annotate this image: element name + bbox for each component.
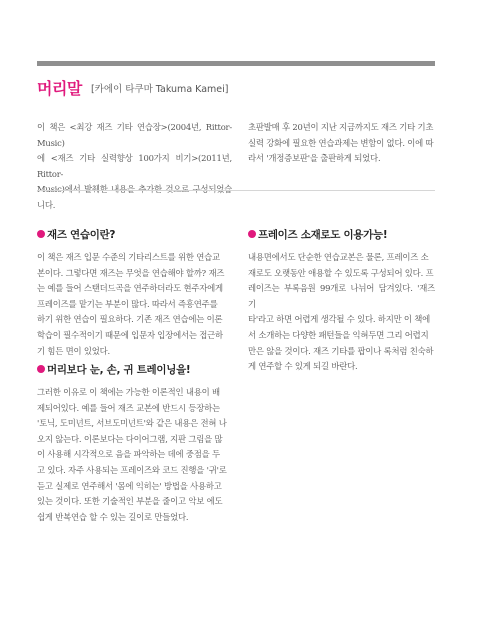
top-rule	[37, 61, 435, 66]
section-body-jazz-practice	[37, 250, 232, 359]
section-divider	[37, 190, 435, 191]
author-credit: [카에이 타쿠마 Takuma Kamei]	[90, 83, 229, 95]
text-line: 에 <재즈 기타 실력향상 100가지 비기>(2011년, Rittor-	[37, 153, 232, 179]
text-line: 라서 '개정증보판'을 출판하게 되었다.	[248, 153, 381, 164]
bullet-dot-icon	[37, 230, 45, 238]
text-line: 내용면에서도 단순한 연습교본은 물론, 프레이즈 소	[248, 252, 429, 262]
text-line: 는 예를 들어 스탠더드곡을 연주하더라도 현주자에게	[37, 283, 223, 294]
text-line: 초판발매 후 20년이 지난 지금까지도 재즈 기타 기초	[248, 122, 434, 132]
text-line: 있는 것이다. 또한 기술적인 부분을 줄이고 악보 에도	[37, 496, 223, 507]
text-line: 이 책은 재즈 입문 수준의 기타리스트를 위한 연습교	[37, 252, 220, 262]
text-line: 레이즈는 부록음원 99개로 나뉘어 담겨있다. '재즈 기	[248, 283, 435, 309]
text-line: 제되어있다. 예를 들어 재즈 교본에 반드시 등장하는	[37, 402, 220, 413]
text-line: 이 사용해 시각적으로 음을 파악하는 데에 중점을 두	[37, 449, 220, 460]
text-line: 니다.	[37, 199, 56, 210]
page-title: 머리말	[37, 79, 82, 98]
text-line: 본이다. 그렇다면 재즈는 무엇을 연습해야 할까? 재즈	[37, 267, 225, 278]
section-heading-text: 재즈 연습이란?	[47, 229, 116, 241]
text-line: 만은 않을 것이다. 재즈 기타를 팝이나 록처럼 친숙하	[248, 345, 434, 356]
intro-left-paragraph	[37, 120, 232, 214]
text-line: 이 책은 <최강 재즈 기타 연습장>(2004년, Rittor-Music)	[37, 122, 232, 148]
text-line: 타'라고 하면 어렵게 생각될 수 있다. 하지만 이 책에	[248, 314, 431, 325]
text-line: 실력 강화에 필요한 연습과제는 변함이 없다. 이에 따	[248, 137, 434, 148]
text-line: 쉽게 반복연습 할 수 있는 길이로 만들었다.	[37, 511, 189, 522]
text-line: 고 있다. 자주 사용되는 프레이즈와 코드 진행을 '귀'로	[37, 464, 227, 475]
text-line: 기 힘든 면이 있었다.	[37, 345, 110, 356]
bullet-dot-icon	[248, 230, 256, 238]
text-line: 오지 않는다. 이론보다는 다이어그램, 지판 그림을 많	[37, 433, 223, 444]
section-heading-phrase-material	[248, 227, 387, 242]
text-line: 서 소개하는 다양한 패턴들을 익혀두면 그리 어렵지	[248, 329, 429, 340]
text-line: 듣고 실제로 연주해서 '몸에 익히는' 방법을 사용하고	[37, 480, 222, 491]
section-heading-text: 프레이즈 소재로도 이용가능!	[258, 229, 388, 241]
text-line: 그러한 이유로 이 책에는 가능한 이론적인 내용이 배	[37, 387, 220, 397]
text-line: 학습이 필수적이기 때문에 입문자 입장에서는 접근하	[37, 329, 223, 340]
bullet-dot-icon	[37, 365, 45, 373]
header	[37, 76, 228, 99]
text-line: '토닉, 도미넌트, 서브도미넌트'와 같은 내용은 전혀 나	[37, 418, 227, 429]
section-heading-jazz-practice	[37, 227, 115, 242]
section-body-eyes-hands-ears	[37, 385, 232, 525]
section-heading-text: 머리보다 눈, 손, 귀 트레이닝을!	[47, 364, 191, 376]
text-line: 게 연주할 수 있게 되길 바란다.	[248, 361, 358, 372]
text-line: 재로도 오랫동안 애용할 수 있도록 구성되어 있다. 프	[248, 267, 434, 278]
intro-right-paragraph	[248, 120, 435, 167]
section-body-phrase-material	[248, 250, 435, 375]
section-heading-eyes-hands-ears	[37, 362, 190, 377]
text-line: 프레이즈를 맡기는 부분이 많다. 따라서 즉흥연주를	[37, 298, 218, 309]
text-line: 하기 위한 연습이 필요하다. 기존 재즈 연습에는 이론	[37, 314, 223, 325]
